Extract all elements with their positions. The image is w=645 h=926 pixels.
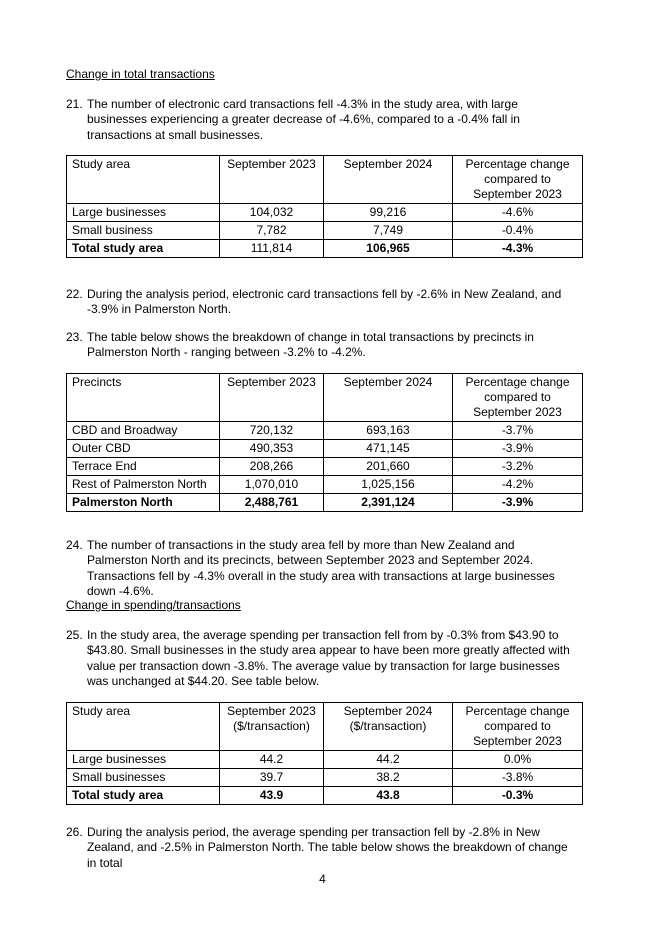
table-precincts-transactions (66, 373, 583, 512)
table-cell: Large businesses (67, 751, 220, 769)
table-cell: 2,488,761 (220, 494, 324, 512)
section-heading-spending-transactions: Change in spending/transactions (66, 598, 241, 612)
table-cell: Terrace End (67, 458, 220, 476)
table-cell: 44.2 (324, 751, 453, 769)
table-cell: 7,749 (324, 222, 453, 240)
table-cell: -3.9% (453, 494, 583, 512)
table-cell: Rest of Palmerston North (67, 476, 220, 494)
table-spending-per-transaction (66, 702, 583, 805)
table-cell: 43.8 (324, 787, 453, 805)
table-cell: Small business (67, 222, 220, 240)
column-header: September 2023 (220, 374, 324, 422)
table-cell: 2,391,124 (324, 494, 453, 512)
paragraph-number: 21. (66, 97, 83, 111)
table-cell: -3.7% (453, 422, 583, 440)
table-header-row (67, 156, 583, 204)
column-header: Percentage change compared to September 2023 (453, 156, 583, 204)
table-cell: Outer CBD (67, 440, 220, 458)
table-row (67, 476, 583, 494)
table-cell: -4.3% (453, 240, 583, 258)
table-cell: 7,782 (220, 222, 324, 240)
table-row (67, 751, 583, 769)
column-header: Precincts (67, 374, 220, 422)
column-header: Study area (67, 703, 220, 751)
table-cell: 693,163 (324, 422, 453, 440)
table-cell: 39.7 (220, 769, 324, 787)
table-cell: -4.6% (453, 204, 583, 222)
column-header: September 2023 (220, 156, 324, 204)
table-header-row (67, 703, 583, 751)
table-cell: 106,965 (324, 240, 453, 258)
table-cell: 38.2 (324, 769, 453, 787)
paragraph-22 (66, 287, 576, 318)
table-cell: -4.2% (453, 476, 583, 494)
paragraph-25 (66, 628, 576, 690)
table-cell: Total study area (67, 787, 220, 805)
paragraph-text: The number of electronic card transactions fell -4.3% in the study area, with large businesses experiencing a greater decrease of -4.6%, compared to a -0.4% fall in transactions at small businesses. (87, 97, 520, 142)
table-row (67, 769, 583, 787)
table-row (67, 204, 583, 222)
table-row (67, 440, 583, 458)
table-cell: -3.2% (453, 458, 583, 476)
table-row-total (67, 494, 583, 512)
table-cell: -0.4% (453, 222, 583, 240)
table-cell: 490,353 (220, 440, 324, 458)
table-cell: 201,660 (324, 458, 453, 476)
paragraph-24 (66, 538, 576, 600)
table-cell: 1,070,010 (220, 476, 324, 494)
paragraph-26 (66, 825, 576, 871)
table-cell: 104,032 (220, 204, 324, 222)
paragraph-text: During the analysis period, the average spending per transaction fell by -2.8% in New Zealand, and -2.5% in Palmerston North. The table below shows the breakdown of change in total (87, 825, 568, 870)
table-cell: 208,266 (220, 458, 324, 476)
column-header: Percentage change compared to September 2023 (453, 703, 583, 751)
table-row-total (67, 787, 583, 805)
table-cell: 1,025,156 (324, 476, 453, 494)
table-cell: -0.3% (453, 787, 583, 805)
column-header: September 2024 (324, 374, 453, 422)
table-cell: 111,814 (220, 240, 324, 258)
paragraph-text: The table below shows the breakdown of change in total transactions by precincts in Palmerston North - ranging between -3.2% to -4.2%. (87, 330, 534, 360)
table-cell: Palmerston North (67, 494, 220, 512)
table-cell: Small businesses (67, 769, 220, 787)
paragraph-number: 24. (66, 538, 83, 552)
table-cell: 44.2 (220, 751, 324, 769)
table-cell: -3.8% (453, 769, 583, 787)
paragraph-number: 25. (66, 628, 83, 642)
table-cell: -3.9% (453, 440, 583, 458)
page-number: 4 (319, 872, 326, 886)
table-cell: 43.9 (220, 787, 324, 805)
column-header: September 2024 (324, 156, 453, 204)
column-header: Percentage change compared to September 2023 (453, 374, 583, 422)
paragraph-number: 22. (66, 287, 83, 301)
table-header-row (67, 374, 583, 422)
column-header: September 2024 ($/transaction) (324, 703, 453, 751)
table-study-area-transactions (66, 155, 583, 258)
table-cell: 99,216 (324, 204, 453, 222)
table-cell: 471,145 (324, 440, 453, 458)
table-cell: 720,132 (220, 422, 324, 440)
table-row (67, 458, 583, 476)
paragraph-text: In the study area, the average spending per transaction fell from by -0.3% from $43.90 to $43.80. Small businesses in the study area appear to have been more greatly affected with value per transaction down -3.8%. The average value by transaction for large businesses was unchanged at $44.20. See table below. (87, 628, 570, 689)
table-row-total (67, 240, 583, 258)
section-heading-total-transactions: Change in total transactions (66, 67, 215, 81)
table-row (67, 222, 583, 240)
table-cell: Total study area (67, 240, 220, 258)
paragraph-number: 23. (66, 330, 83, 344)
paragraph-23 (66, 330, 576, 361)
column-header: September 2023 ($/transaction) (220, 703, 324, 751)
paragraph-21 (66, 97, 576, 143)
table-cell: CBD and Broadway (67, 422, 220, 440)
paragraph-text: The number of transactions in the study area fell by more than New Zealand and Palmerston North and its precincts, between September 2023 and September 2024. Transactions fell by -4.3% overall in the study area with transactions at large businesses down -4.6%. (87, 538, 555, 599)
column-header: Study area (67, 156, 220, 204)
table-cell: 0.0% (453, 751, 583, 769)
paragraph-number: 26. (66, 825, 83, 839)
table-cell: Large businesses (67, 204, 220, 222)
paragraph-text: During the analysis period, electronic card transactions fell by -2.6% in New Zealand, and -3.9% in Palmerston North. (87, 287, 562, 317)
table-row (67, 422, 583, 440)
